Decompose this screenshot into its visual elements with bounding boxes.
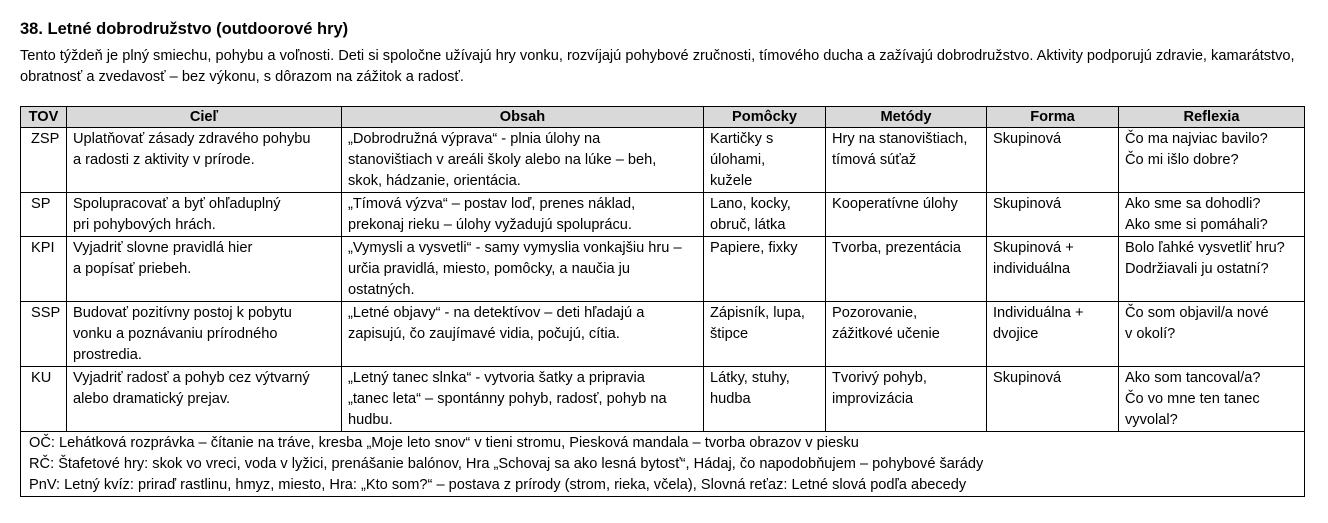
cell-line: Čo ma najviac bavilo? <box>1125 131 1268 147</box>
cell-line: prostredia. <box>73 347 142 363</box>
cell-line: určia pravidlá, miesto, pomôcky, a naučia ju <box>348 261 631 277</box>
page-title: 38. Letné dobrodružstvo (outdoorové hry) <box>20 20 349 38</box>
cell-line: zážitkové učenie <box>832 326 940 342</box>
cell-line: štipce <box>710 326 749 342</box>
cell-line: Zápisník, lupa, <box>710 305 805 321</box>
cell-line: „Letné objavy“ - na detektívov – deti hľadajú a <box>348 305 645 321</box>
lesson-plan-table <box>20 106 1305 497</box>
table-row <box>21 237 1305 302</box>
header-obsah: Obsah <box>342 107 704 128</box>
header-reflexia: Reflexia <box>1119 107 1305 128</box>
cell-line: vyvolal? <box>1125 412 1178 428</box>
cell-line: Skupinová <box>993 370 1062 386</box>
cell-reflexia <box>1119 193 1305 237</box>
cell-forma <box>987 128 1119 193</box>
cell-obsah <box>342 237 704 302</box>
cell-line: Ako sme si pomáhali? <box>1125 217 1268 233</box>
cell-metody <box>826 302 987 367</box>
cell-forma <box>987 193 1119 237</box>
cell-reflexia <box>1119 302 1305 367</box>
cell-line: Čo vo mne ten tanec <box>1125 391 1260 407</box>
cell-line: „Tímová výzva“ – postav loď, prenes náklad, <box>348 196 636 212</box>
cell-line: Skupinová + <box>993 240 1074 256</box>
cell-forma <box>987 367 1119 432</box>
cell-line: úlohami, <box>710 152 766 168</box>
cell-forma <box>987 237 1119 302</box>
cell-metody <box>826 237 987 302</box>
cell-line: Individuálna + <box>993 305 1084 321</box>
cell-line: „Vymysli a vysvetli“ - samy vymyslia vonkajšiu hru – <box>348 240 682 256</box>
notes-cell <box>21 432 1305 497</box>
cell-tov: SP <box>21 193 67 237</box>
cell-line: tímová súťaž <box>832 152 917 168</box>
cell-line: stanovištiach v areáli školy alebo na lúke – beh, <box>348 152 657 168</box>
cell-tov: KU <box>21 367 67 432</box>
cell-tov: ZSP <box>21 128 67 193</box>
cell-line: zapisujú, čo zaujímavé vidia, počujú, cítia. <box>348 326 620 342</box>
cell-obsah <box>342 193 704 237</box>
cell-pomocky <box>704 237 826 302</box>
table-row <box>21 193 1305 237</box>
header-pomocky: Pomôcky <box>704 107 826 128</box>
cell-line: ostatných. <box>348 282 415 298</box>
cell-line: Dodržiavali ju ostatní? <box>1125 261 1269 277</box>
notes-row <box>21 432 1305 497</box>
cell-line: obruč, látka <box>710 217 786 233</box>
cell-line: Skupinová <box>993 196 1062 212</box>
cell-ciel <box>67 128 342 193</box>
header-tov: TOV <box>21 107 67 128</box>
cell-line: hudbu. <box>348 412 393 428</box>
cell-line: kužele <box>710 173 753 189</box>
cell-line: Tvorivý pohyb, <box>832 370 927 386</box>
header-metody: Metódy <box>826 107 987 128</box>
cell-line: vonku a poznávaniu prírodného <box>73 326 278 342</box>
cell-pomocky <box>704 128 826 193</box>
cell-pomocky <box>704 302 826 367</box>
cell-line: „Letný tanec slnka“ - vytvoria šatky a pripravia <box>348 370 645 386</box>
cell-line: skok, hádzanie, orientácia. <box>348 173 521 189</box>
cell-line: Ako som tancoval/a? <box>1125 370 1261 386</box>
cell-metody <box>826 367 987 432</box>
table-header-row <box>21 107 1305 128</box>
cell-line: a popísať priebeh. <box>73 261 192 277</box>
cell-obsah <box>342 302 704 367</box>
cell-tov: SSP <box>21 302 67 367</box>
table-row <box>21 128 1305 193</box>
cell-line: Spolupracovať a byť ohľaduplný <box>73 196 281 212</box>
cell-line: Uplatňovať zásady zdravého pohybu <box>73 131 311 147</box>
table-row <box>21 302 1305 367</box>
cell-line: Kooperatívne úlohy <box>832 196 958 212</box>
cell-line: Lano, kocky, <box>710 196 791 212</box>
cell-line: Skupinová <box>993 131 1062 147</box>
table-row <box>21 367 1305 432</box>
cell-reflexia <box>1119 128 1305 193</box>
cell-line: Papiere, fixky <box>710 240 798 256</box>
cell-pomocky <box>704 367 826 432</box>
cell-obsah <box>342 128 704 193</box>
header-ciel: Cieľ <box>67 107 342 128</box>
cell-line: hudba <box>710 391 751 407</box>
cell-metody <box>826 128 987 193</box>
cell-line: „tanec leta“ – spontánny pohyb, radosť, pohyb na <box>348 391 667 407</box>
cell-line: Pozorovanie, <box>832 305 918 321</box>
cell-line: improvizácia <box>832 391 914 407</box>
cell-line: Vyjadriť radosť a pohyb cez výtvarný <box>73 370 310 386</box>
cell-ciel <box>67 367 342 432</box>
cell-line: Bolo ľahké vysvetliť hru? <box>1125 240 1285 256</box>
cell-pomocky <box>704 193 826 237</box>
note-oc: OČ: Lehátková rozprávka – čítanie na tráve, kresba „Moje leto snov“ v tieni stromu, Piesková mandala – tvorba obrazov v piesku <box>29 435 859 451</box>
cell-line: „Dobrodružná výprava“ - plnia úlohy na <box>348 131 601 147</box>
cell-tov: KPI <box>21 237 67 302</box>
header-forma: Forma <box>987 107 1119 128</box>
cell-line: Čo som objavil/a nové <box>1125 305 1269 321</box>
cell-line: dvojice <box>993 326 1039 342</box>
cell-line: prekonaj rieku – úlohy vyžadujú spoluprácu. <box>348 217 632 233</box>
cell-line: Budovať pozitívny postoj k pobytu <box>73 305 292 321</box>
cell-line: Tvorba, prezentácia <box>832 240 961 256</box>
note-pnv: PnV: Letný kvíz: priraď rastlinu, hmyz, miesto, Hra: „Kto som?“ – postava z prírody (strom, rieka, včela), Slovná reťaz: Letné slová podľa abecedy <box>29 477 967 493</box>
cell-line: a radosti z aktivity v prírode. <box>73 152 255 168</box>
cell-line: alebo dramatický prejav. <box>73 391 231 407</box>
cell-line: Čo mi išlo dobre? <box>1125 152 1239 168</box>
cell-line: individuálna <box>993 261 1071 277</box>
note-rc: RČ: Štafetové hry: skok vo vreci, voda v lyžici, prenášanie balónov, Hra „Schovaj sa ako lesná bytosť“, Hádaj, čo napodobňujem – pohybové šarády <box>29 456 984 472</box>
cell-reflexia <box>1119 237 1305 302</box>
cell-line: pri pohybových hrách. <box>73 217 216 233</box>
cell-obsah <box>342 367 704 432</box>
cell-ciel <box>67 237 342 302</box>
cell-line: Vyjadriť slovne pravidlá hier <box>73 240 253 256</box>
cell-line: v okolí? <box>1125 326 1176 342</box>
cell-forma <box>987 302 1119 367</box>
cell-reflexia <box>1119 367 1305 432</box>
intro-paragraph: Tento týždeň je plný smiechu, pohybu a voľnosti. Deti si spoločne užívajú hry vonku, rozvíjajú pohybové zručnosti, tímového ducha a zažívajú dobrodružstvo. Aktivity podporujú zdravie, kamarátstvo, obratnosť a zvedavosť – bez výkonu, s dôrazom na zážitok a radosť. <box>20 48 1295 85</box>
cell-line: Látky, stuhy, <box>710 370 790 386</box>
cell-ciel <box>67 302 342 367</box>
cell-line: Kartičky s <box>710 131 774 147</box>
cell-line: Ako sme sa dohodli? <box>1125 196 1261 212</box>
cell-ciel <box>67 193 342 237</box>
cell-metody <box>826 193 987 237</box>
cell-line: Hry na stanovištiach, <box>832 131 968 147</box>
